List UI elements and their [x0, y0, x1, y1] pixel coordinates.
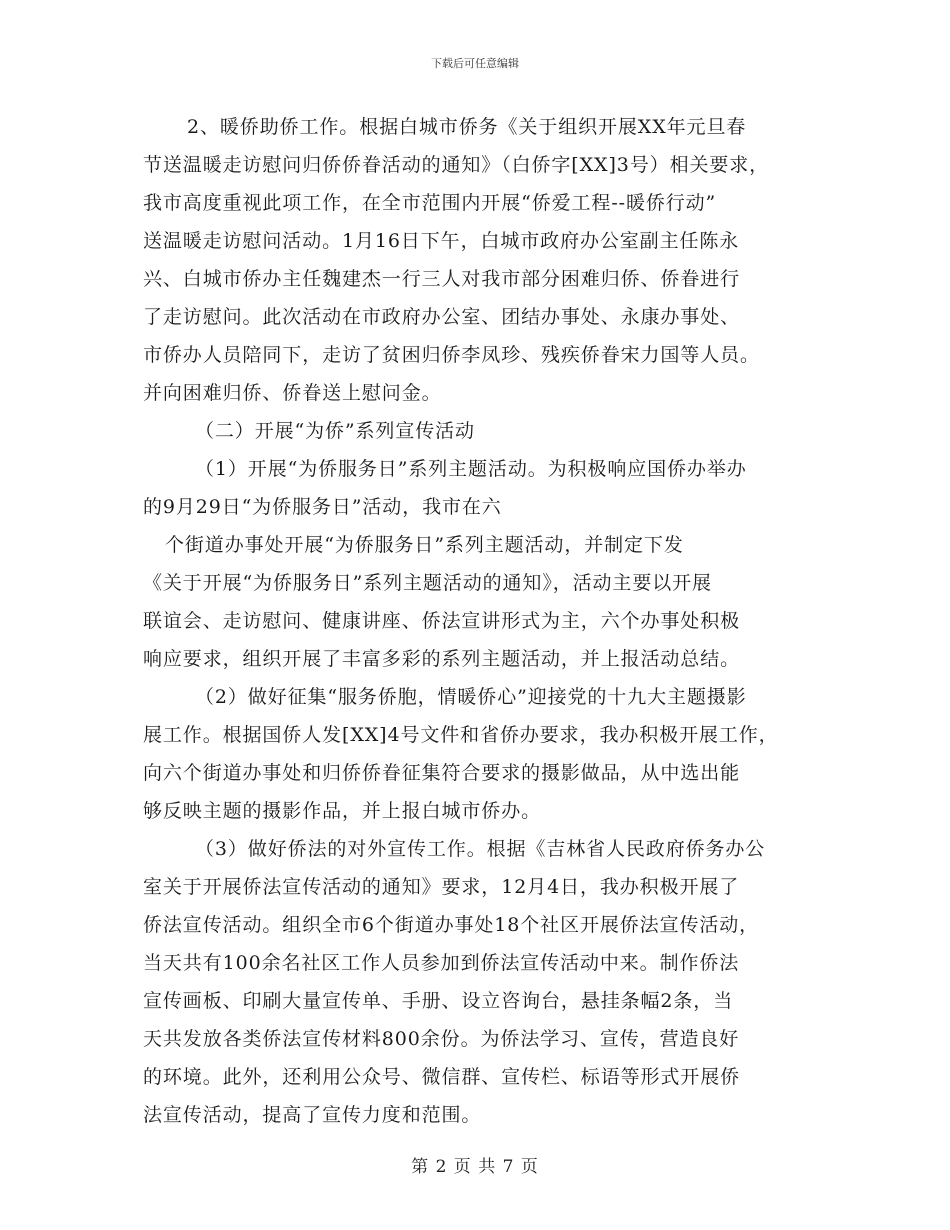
paragraph-line: 宣传画板、印刷大量宣传单、手册、设立咨询台，悬挂条幅2条，当 [143, 990, 734, 1012]
paragraph-line: 个街道办事处开展“为侨服务日”系列主题活动，并制定下发 [165, 534, 684, 556]
paragraph-line: 展工作。根据国侨人发[XX]4号文件和省侨办要求，我办积极开展工作， [143, 724, 779, 746]
paragraph-line: 向六个街道办事处和归侨侨眷征集符合要求的摄影做品，从中选出能 [143, 762, 741, 784]
page-number: 第 2 页 共 7 页 [411, 1157, 539, 1177]
paragraph-line: 的9月29日“为侨服务日”活动，我市在六 [143, 496, 502, 518]
paragraph-line: 联谊会、走访慰问、健康讲座、侨法宣讲形式为主，六个办事处积极 [143, 610, 741, 632]
paragraph-line: 送温暖走访慰问活动。1月16日下午，白城市政府办公室副主任陈永 [143, 230, 740, 252]
paragraph-line: 兴、白城市侨办主任魏建杰一行三人对我市部分困难归侨、侨眷进行 [143, 268, 741, 290]
paragraph-line: 了走访慰问。此次活动在市政府办公室、团结办事处、永康办事处、 [143, 306, 741, 328]
paragraph-line: 市侨办人员陪同下，走访了贫困归侨李凤珍、残疾侨眷宋力国等人员。 [143, 344, 760, 366]
paragraph-line: 节送温暖走访慰问归侨侨眷活动的通知》（白侨字[XX]3号）相关要求， [143, 154, 770, 176]
document-body [143, 108, 823, 1134]
paragraph-line: 响应要求，组织开展了丰富多彩的系列主题活动，并上报活动总结。 [143, 648, 741, 670]
paragraph-line: 够反映主题的摄影作品，并上报白城市侨办。 [143, 800, 542, 822]
paragraph-line: 并向困难归侨、侨眷送上慰问金。 [143, 382, 442, 404]
paragraph-line: （2）做好征集“服务侨胞，情暖侨心”迎接党的十九大主题摄影 [195, 686, 747, 708]
paragraph-line: 2、暖侨助侨工作。根据白城市侨务《关于组织开展XX年元旦春 [187, 116, 747, 138]
paragraph-line: 室关于开展侨法宣传活动的通知》要求，12月4日，我办积极开展了 [143, 876, 740, 898]
paragraph-line: 天共发放各类侨法宣传材料800余份。为侨法学习、宣传，营造良好 [143, 1028, 740, 1050]
paragraph-line: 当天共有100余名社区工作人员参加到侨法宣传活动中来。制作侨法 [143, 952, 740, 974]
paragraph-line: 侨法宣传活动。组织全市6个街道办事处18个社区开展侨法宣传活动， [143, 914, 760, 936]
paragraph-line: （3）做好侨法的对外宣传工作。根据《吉林省人民政府侨务办公 [195, 838, 766, 860]
paragraph-line: （1）开展“为侨服务日”系列主题活动。为积极响应国侨办举办 [195, 458, 747, 480]
section-heading: （二）开展“为侨”系列宣传活动 [195, 420, 475, 442]
page-header-note: 下载后可任意编辑 [431, 57, 519, 70]
paragraph-line: 的环境。此外，还利用公众号、微信群、宣传栏、标语等形式开展侨 [143, 1066, 741, 1088]
paragraph-line: 我市高度重视此项工作，在全市范围内开展“侨爱工程--暖侨行动” [143, 192, 717, 214]
paragraph-line: 《关于开展“为侨服务日”系列主题活动的通知》，活动主要以开展 [143, 572, 712, 594]
paragraph-line: 法宣传活动，提高了宣传力度和范围。 [143, 1104, 482, 1126]
